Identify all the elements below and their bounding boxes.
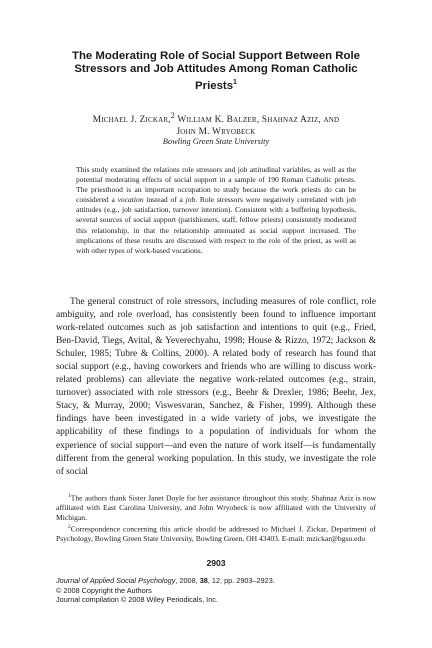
abstract-text-b: instead of a xyxy=(143,195,186,205)
abstract-job: job xyxy=(185,195,196,205)
journal-volume: 38 xyxy=(199,576,208,585)
page-number: 2903 xyxy=(206,558,226,568)
footnote-1-text: The authors thank Sister Janet Doyle for her assistance throughout this study. Shahnaz Aziz is now affiliated with East Carolina University, and John Wryobeck is now affiliated with the University of Michigan. xyxy=(56,493,376,523)
article-title-text: The Moderating Role of Social Support Between Role Stressors and Job Attitudes Among Roman Catholic Priests xyxy=(72,50,360,93)
footnote-2-mark: 2 xyxy=(68,523,71,530)
footnote-2-text: Correspondence concerning this article should be addressed to Michael J. Zickar, Department of Psychology, Bowling Green State University, Bowling Green, OH 43403. E-mail: mzickar@bgsu.edu xyxy=(56,524,376,544)
footnote-1-mark: 1 xyxy=(68,493,71,499)
journal-citation xyxy=(56,576,386,605)
citation-a: , 2008, xyxy=(175,576,200,585)
copyright-line-1: © 2008 Copyright the Authors xyxy=(56,585,152,595)
abstract-vocation: vocation xyxy=(117,195,144,205)
body-paragraph: The general construct of role stressors, including measures of role conflict, role ambiguity, and role overload, has consistently been found to influence important work-related outcomes such as job satisfaction and intentions to quit (e.g., Fried, Ben-David, Tiegs, Avital, & Yeverechyahu, 1998; House & Rizzo, 1972; Jackson & Schuler, 1985; Tubre & Collins, 2000). A related body of research has found that social support (e.g., having coworkers and friends who are willing to discuss work-related problems) can alleviate the negative work-related outcomes (e.g., strain, turnover) associated with role stressors (e.g., Beehr & Drexler, 1986; Beehr, Jex, Stacy, & Murray, 2000; Viswesvaran, Sanchez, & Fisher, 1999). Although these findings have been investigated in a wide variety of jobs, we investigate the applicability of these findings to a population of individuals for whom the experience of social support—and even the nature of work itself—is fundamentally different from the general working population. In this study, we investigate the role of social xyxy=(56,297,376,477)
citation-b: , 12, pp. 2903–2923. xyxy=(207,576,275,585)
authors-line1-a: Michael J. Zickar, xyxy=(92,115,171,126)
footnote-1 xyxy=(56,492,376,523)
authors-line2: John M. Wryobeck xyxy=(176,127,256,138)
abstract-text-c: . Role stressors were negatively correlated with job attitudes (e.g., job satisfaction, turnover intention). Consistent with a buffering hypothesis, several sources of social support (parishioners, staff, fellow priests) consistently moderated this relationship, in that the relationship attenuated as social support increased. The implications of these results are discussed with respect to the role of the priest, as well as with other types of work-based vocations. xyxy=(76,195,356,255)
footnotes xyxy=(56,492,376,544)
abstract-text-a: This study examined the relations role stressors and job attitudinal variables, as well as the potential moderating effects of social support in a sample of 190 Roman Catholic priests. The priesthood is an important occupation to study because the work priests do can be considered a xyxy=(76,165,356,205)
body-text xyxy=(56,296,376,479)
journal-citation-line xyxy=(56,576,386,586)
copyright-line-2: Journal compilation © 2008 Wiley Periodicals, Inc. xyxy=(56,595,218,605)
author-footnote-mark: 2 xyxy=(170,111,175,120)
abstract xyxy=(76,165,356,256)
footnote-2 xyxy=(56,523,376,544)
article-title xyxy=(60,50,372,93)
journal-name: Journal of Applied Social Psychology xyxy=(56,576,176,585)
title-footnote-mark: 1 xyxy=(233,79,237,87)
author-list xyxy=(60,110,372,138)
affiliation: Bowling Green State University xyxy=(162,137,270,146)
authors-line1-b: William K. Balzer, Shahnaz Aziz, and xyxy=(174,115,340,126)
